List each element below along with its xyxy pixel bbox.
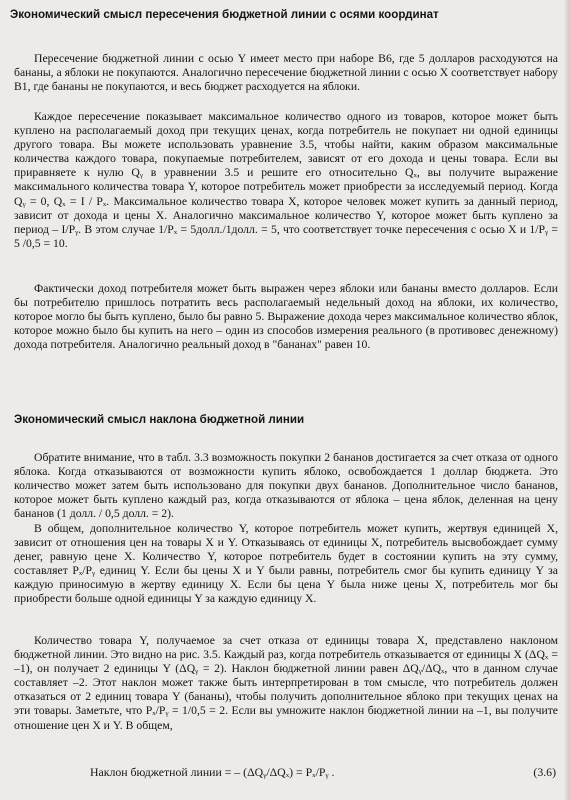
paragraph: В общем, дополнительное количество Y, которое потребитель может купить, жертвуя единицей Х, зависит от отношения цен на товары Х и Y. Отказываясь от единицы Х, потребитель высвобождает сумму денег, равную цене Х. Количество Y, которое потребитель будет в состоянии купить на эту сумму, составляет Pₓ/Pᵧ единиц Y. Если бы цены Х и Y были равны, потребитель смог бы купить единицу Y за каждую приносимую в жертву единицу Х. Если бы цена Y была ниже цены Х, потребитель мог бы приобрести больше одной единицы Y за каждую единицу Х.	[14, 522, 558, 606]
equation	[90, 765, 556, 779]
paragraph: Количество товара Y, получаемое за счет отказа от единицы товара Х, представлено наклоном бюджетной линии. Это видно на рис. 3.5. Каждый раз, когда потребитель отказывается от единицы Х (ΔQₓ = –1), он получает 2 единицы Y (ΔQᵧ = 2). Наклон бюджетной линии равен ΔQᵧ/ΔQₓ, что в данном случае составляет –2. Этот наклон может также быть интерпретирован в том смысле, что потребитель должен отказаться от 2 единиц товара Y (бананы), чтобы получить дополнительное яблоко при текущих ценах на эти товары. Заметьте, что Pₓ/Pᵧ = 1/0,5 = 2. Если вы умножите наклон бюджетной линии на –1, вы получите отношение цен Х и Y. В общем,	[14, 634, 558, 732]
section-heading-intercepts: Экономический смысл пересечения бюджетной линии с осями координат	[10, 8, 439, 21]
page-edge-shadow	[564, 0, 570, 800]
paragraph: Обратите внимание, что в табл. 3.3 возможность покупки 2 бананов достигается за счет отказа от одного яблока. Когда отказываются от возможности купить яблоко, освобождается 1 доллар бюджета. Это количество может затем быть использовано для покупки двух бананов. Дополнительное число бананов, которое может быть куплено каждый раз, когда отказываются от яблока – цена яблок, деленная на цену бананов (1 долл. / 0,5 долл. = 2).	[14, 451, 558, 521]
paragraph: Каждое пересечение показывает максимальное количество одного из товаров, которое может быть куплено на располагаемый доход при текущих ценах, когда потребитель не покупает ни одной единицы другого товара. Вы можете использовать уравнение 3.5, чтобы найти, каким образом максимальные количества каждого товара, покупаемые потребителем, зависят от его дохода и цены товара. Если вы приравняете к нулю Qᵧ в уравнении 3.5 и решите его относительно Qₓ, вы получите выражение максимального количества товара Y, которое потребитель может приобрести за исследуемый период. Когда Qᵧ = 0, Qₓ = I / Pₓ. Максимальное количество товара Х, которое человек может купить за данный период, зависит от дохода и цены Х. Аналогично максимальное количество Y, которое может быть куплено за период – I/Pᵧ. В этом случае 1/Pₓ = 5долл./1долл. = 5, что соответствует точке пересечения с осью Х и 1/Pᵧ = 5 /0,5 = 10.	[14, 110, 558, 250]
paragraph: Фактически доход потребителя может быть выражен через яблоки или бананы вместо долларов. Если бы потребителю пришлось потратить весь располагаемый недельный доход на яблоки, их количество, которое могло бы быть куплено, было бы равно 5. Выражение дохода через максимальное количество яблок, которое можно было бы купить на него – один из способов измерения реального (в противовес денежному) дохода потребителя. Аналогично реальный доход в "бананах" равен 10.	[14, 282, 558, 352]
paragraph: Пересечение бюджетной линии с осью Y имеет место при наборе В6, где 5 долларов расходуются на бананы, а яблоки не покупаются. Аналогично пересечение бюджетной линии с осью Х соответствует набору В1, где бананы не покупаются, и весь бюджет расходуется на яблоки.	[14, 52, 558, 94]
equation-text: Наклон бюджетной линии = – (ΔQᵧ/ΔQₓ) = Pₓ/Pᵧ .	[90, 765, 335, 779]
section-heading-slope: Экономический смысл наклона бюджетной линии	[14, 413, 305, 426]
equation-number: (3.6)	[533, 765, 556, 779]
